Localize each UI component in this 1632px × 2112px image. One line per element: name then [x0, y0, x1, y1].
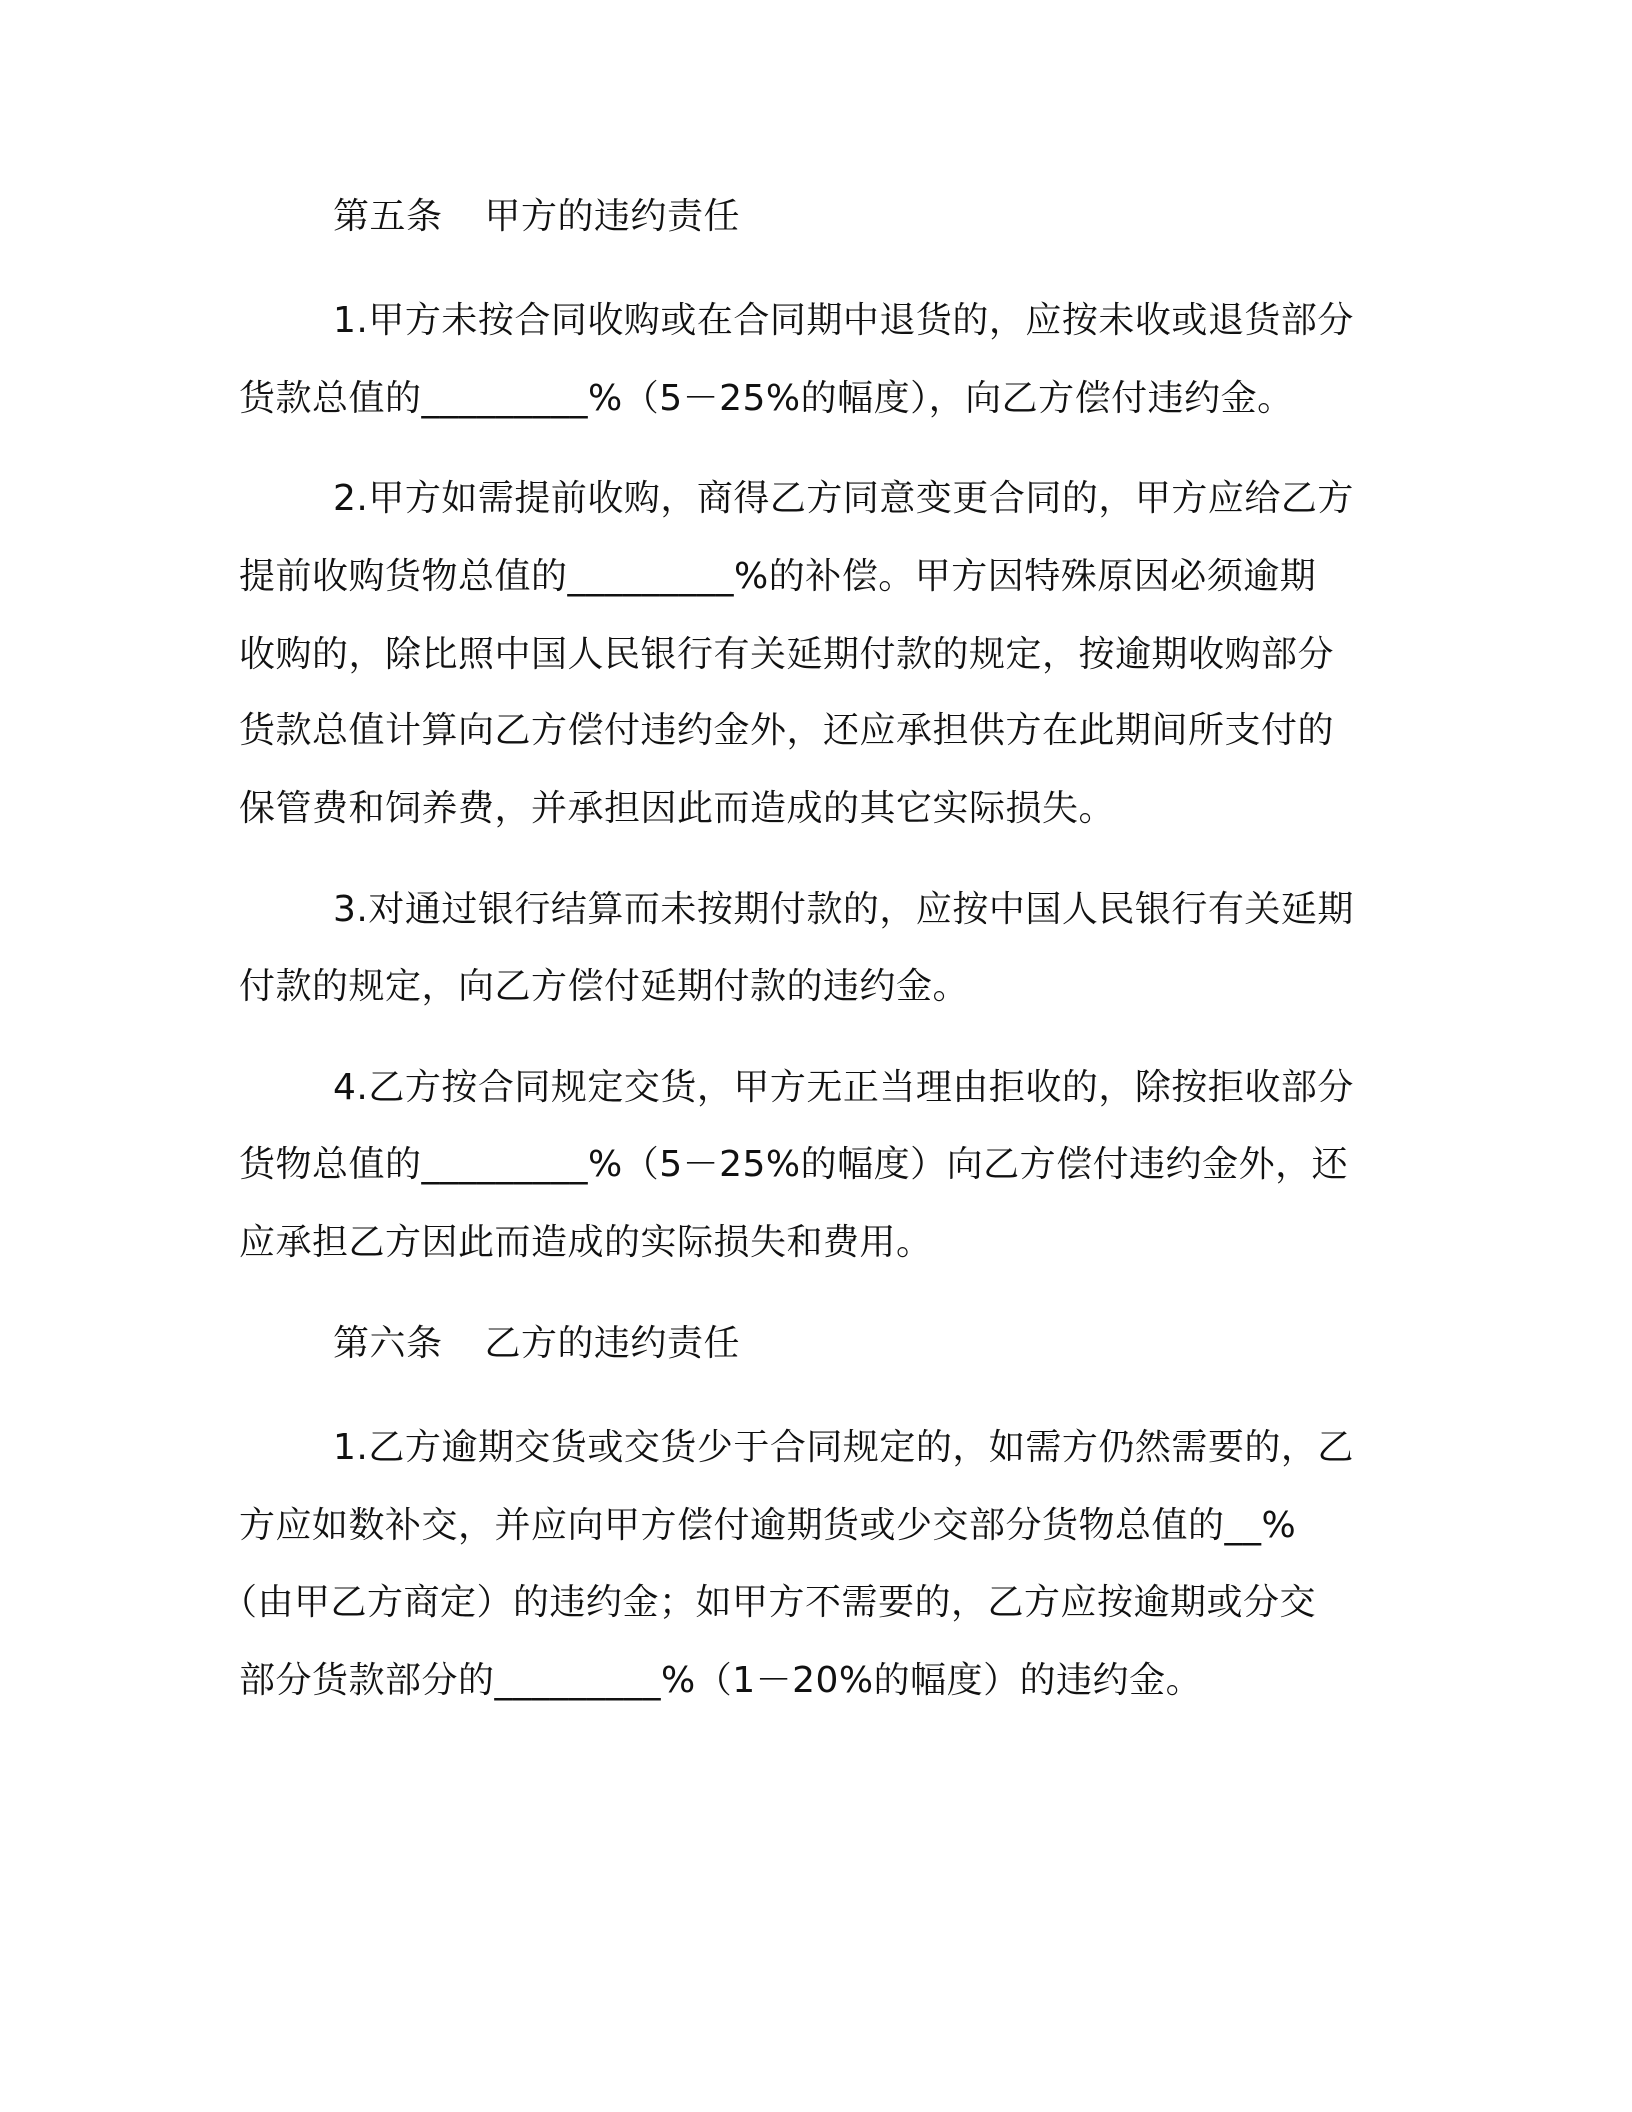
article5-number: 第五条 — [333, 196, 443, 237]
article5-item2-line1: 2.甲方如需提前收购，商得乙方同意变更合同的，甲方应给乙方 — [333, 478, 1354, 519]
article5-item2-line2: 提前收购货物总值的_________%的补偿。甲方因特殊原因必须逾期 — [239, 556, 1317, 597]
article5-title: 甲方的违约责任 — [484, 196, 741, 237]
article5-item4-line1: 4.乙方按合同规定交货，甲方无正当理由拒收的，除按拒收部分 — [333, 1067, 1354, 1108]
article6-item1-line2: 方应如数补交，并应向甲方偿付逾期货或少交部分货物总值的__% — [239, 1505, 1297, 1546]
article6-title: 乙方的违约责任 — [484, 1323, 741, 1364]
article5-item1-line2: 货款总值的_________%（5－25%的幅度），向乙方偿付违约金。 — [239, 378, 1294, 419]
article5-item4-line2: 货物总值的_________%（5－25%的幅度）向乙方偿付违约金外，还 — [239, 1144, 1349, 1185]
article5-item2-line3: 收购的，除比照中国人民银行有关延期付款的规定，按逾期收购部分 — [239, 634, 1335, 675]
article5-item3-line1: 3.对通过银行结算而未按期付款的，应按中国人民银行有关延期 — [333, 889, 1354, 930]
article5-item2-line5: 保管费和饲养费，并承担因此而造成的其它实际损失。 — [239, 788, 1116, 829]
article6-heading — [333, 1320, 740, 1368]
article5-heading — [333, 193, 740, 241]
article6-item1-line4: 部分货款部分的_________%（1－20%的幅度）的违约金。 — [239, 1660, 1203, 1701]
article5-item4-line3: 应承担乙方因此而造成的实际损失和费用。 — [239, 1222, 933, 1263]
article6-item1-line3: （由甲乙方商定）的违约金；如甲方不需要的，乙方应按逾期或分交 — [221, 1582, 1317, 1623]
article6-item1-line1: 1.乙方逾期交货或交货少于合同规定的，如需方仍然需要的，乙 — [333, 1427, 1354, 1468]
article5-item3-line2: 付款的规定，向乙方偿付延期付款的违约金。 — [239, 966, 970, 1007]
article6-number: 第六条 — [333, 1323, 443, 1364]
article5-item1-line1: 1.甲方未按合同收购或在合同期中退货的，应按未收或退货部分 — [333, 300, 1354, 341]
article5-item2-line4: 货款总值计算向乙方偿付违约金外，还应承担供方在此期间所支付的 — [239, 710, 1335, 751]
